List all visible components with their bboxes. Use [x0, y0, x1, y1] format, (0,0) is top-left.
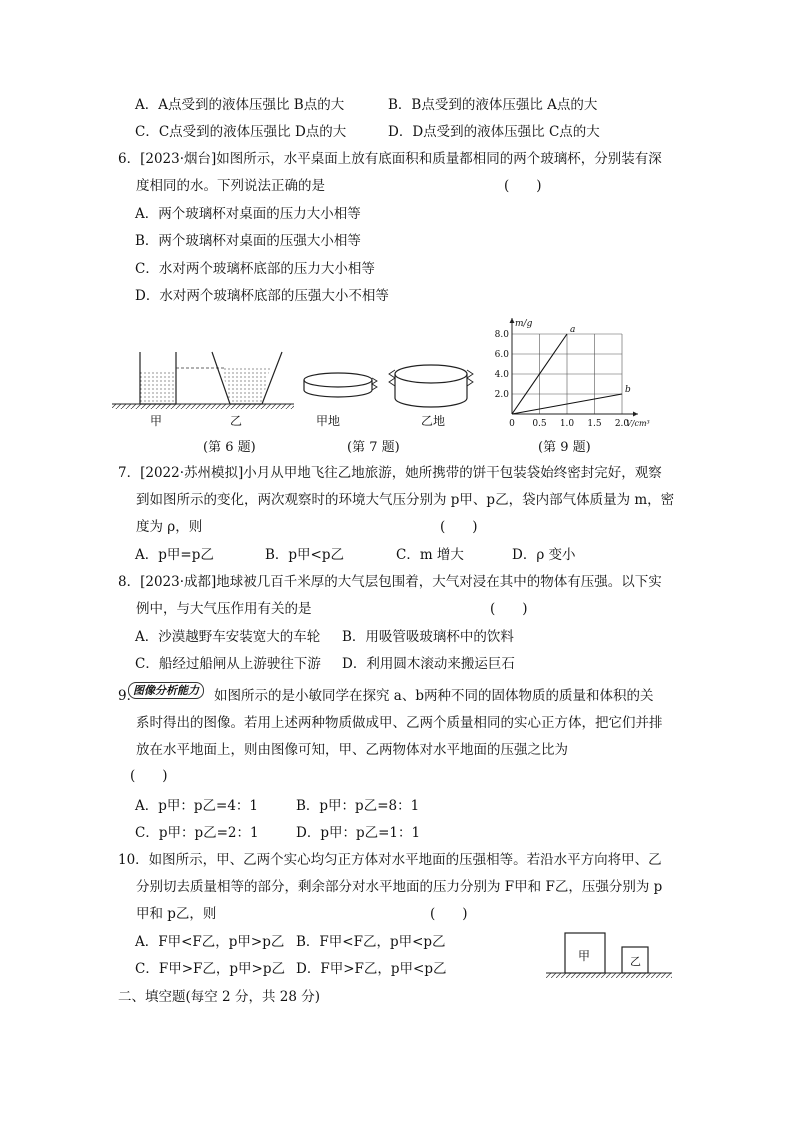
q9-stem-line3: 放在水平地面上，则由图像可知，甲、乙两物体对水平地面的压强之比为: [136, 742, 568, 758]
q9-number: 9．: [118, 688, 141, 704]
fig7-caption: (第 7 题): [347, 440, 400, 455]
series-label-b: b: [625, 385, 631, 395]
q9-option-d: D．p甲：p乙=1：1: [296, 825, 421, 841]
x-axis-arrow: [633, 412, 638, 417]
fig6-glasses-diagram: [112, 348, 294, 428]
fig10-cubes-diagram: [546, 928, 676, 980]
y-tick-label: 6.0: [494, 350, 509, 360]
q5-option-b: B．B点受到的液体压强比 A点的大: [388, 97, 598, 113]
x-tick-label: 1.0: [559, 419, 575, 429]
x-tick-label: 0: [509, 419, 515, 429]
y-tick-label: 2.0: [494, 390, 509, 400]
q5-option-d: D．D点受到的液体压强比 C点的大: [388, 124, 600, 140]
fig6-label-jia: 甲: [150, 414, 163, 428]
x-axis-label: V/cm³: [626, 419, 650, 428]
y-tick-label: 8.0: [494, 330, 509, 340]
q7-answer-paren: ( ): [440, 519, 478, 535]
q10-option-c: C．F甲>F乙，p甲>p乙: [135, 961, 285, 977]
fig6-label-yi: 乙: [230, 414, 243, 428]
water-jia: [140, 370, 176, 404]
fig9-mass-volume-chart: [486, 310, 668, 434]
q6-option-a: A．两个玻璃杯对桌面的压力大小相等: [135, 206, 361, 222]
y-axis-arrow: [510, 318, 515, 323]
q10-option-d: D．F甲>F乙，p甲<p乙: [296, 961, 447, 977]
fig9-caption: (第 9 题): [538, 440, 591, 455]
q10-stem-line2: 分别切去质量相等的部分，剩余部分对水平地面的压力分别为 F甲和 F乙，压强分别为 p: [136, 879, 663, 895]
fig7-label-jiadi: 甲地: [316, 414, 341, 428]
q8-option-d: D．利用圆木滚动来搬运巨石: [342, 656, 515, 672]
q6-answer-paren: ( ): [504, 178, 542, 194]
q8-option-a: A．沙漠越野车安装宽大的车轮: [135, 629, 321, 645]
q6-stem-line2: 度相同的水。下列说法正确的是: [136, 178, 325, 194]
cube-jia-label: 甲: [578, 949, 591, 963]
q7-option-b: B．p甲<p乙: [265, 547, 345, 563]
q7-stem-line1: 7．[2022·苏州模拟]小月从甲地飞往乙地旅游，她所携带的饼干包装袋始终密封完好，观察: [118, 465, 662, 481]
section-2-heading: 二、填空题(每空 2 分，共 28 分): [118, 989, 320, 1005]
q9-stem-line1: 如图所示的是小敏同学在探究 a、b两种不同的固体物质的质量和体积的关: [214, 688, 654, 704]
q6-option-b: B．两个玻璃杯对桌面的压强大小相等: [135, 233, 361, 249]
q8-option-c: C．船经过船闸从上游驶往下游: [135, 656, 321, 672]
q9-option-b: B．p甲：p乙=8：1: [296, 798, 420, 814]
q10-answer-paren: ( ): [430, 906, 468, 922]
q6-option-d: D．水对两个玻璃杯底部的压强大小不相等: [135, 288, 389, 304]
water-yi: [222, 368, 270, 404]
q9-skill-badge: [128, 681, 204, 699]
q7-option-c: C．m 增大: [396, 547, 464, 563]
y-tick-label: 4.0: [494, 370, 509, 380]
q7-option-a: A．p甲=p乙: [135, 547, 214, 563]
x-tick-label: 2.0: [614, 419, 630, 429]
cube-yi-label: 乙: [630, 955, 641, 968]
q10-stem-line1: 10．如图所示，甲、乙两个实心均匀正方体对水平地面的压强相等。若沿水平方向将甲、乙: [118, 852, 662, 868]
x-tick-label: 1.5: [587, 419, 602, 429]
q9-option-c: C．p甲：p乙=2：1: [135, 825, 259, 841]
q7-option-d: D．ρ 变小: [512, 547, 576, 563]
q9-answer-paren: ( ): [130, 768, 168, 784]
fig7-label-yidi: 乙地: [421, 414, 446, 428]
q10-option-b: B．F甲<F乙，p甲<p乙: [296, 934, 446, 950]
q8-stem-line2: 例中，与大气压作用有关的是: [136, 601, 312, 617]
q6-stem-line1: 6．[2023·烟台]如图所示，水平桌面上放有底面积和质量都相同的两个玻璃杯，分别装有深: [118, 151, 662, 167]
q8-option-b: B．用吸管吸玻璃杯中的饮料: [342, 629, 514, 645]
fig6-caption: (第 6 题): [203, 440, 256, 455]
q10-stem-line3: 甲和 p乙，则: [136, 906, 217, 922]
q8-stem-line1: 8．[2023·成都]地球被几百千米厚的大气层包围着，大气对浸在其中的物体有压强。以下实: [118, 574, 662, 590]
q7-stem-line3: 度为 ρ，则: [136, 519, 203, 535]
q9-stem-line2: 系时得出的图像。若用上述两种物质做成甲、乙两个质量相同的实心正方体，把它们并排: [136, 715, 663, 731]
q7-stem-line2: 到如图所示的变化，两次观察时的环境大气压分别为 p甲、p乙，袋内部气体质量为 m，密: [136, 492, 675, 508]
q9-option-a: A．p甲：p乙=4：1: [135, 798, 259, 814]
q10-option-a: A．F甲<F乙，p甲>p乙: [135, 934, 285, 950]
q5-option-c: C．C点受到的液体压强比 D点的大: [135, 124, 347, 140]
x-tick-label: 0.5: [532, 419, 547, 429]
q6-option-c: C．水对两个玻璃杯底部的压力大小相等: [135, 261, 375, 277]
q5-option-a: A．A点受到的液体压强比 B点的大: [135, 97, 345, 113]
y-axis-label: m/g: [515, 319, 533, 329]
series-label-a: a: [570, 325, 576, 335]
q8-answer-paren: ( ): [490, 601, 528, 617]
q9-skill-badge-text: 图像分析能力: [128, 682, 204, 699]
fig7-bags-diagram: [298, 362, 480, 412]
